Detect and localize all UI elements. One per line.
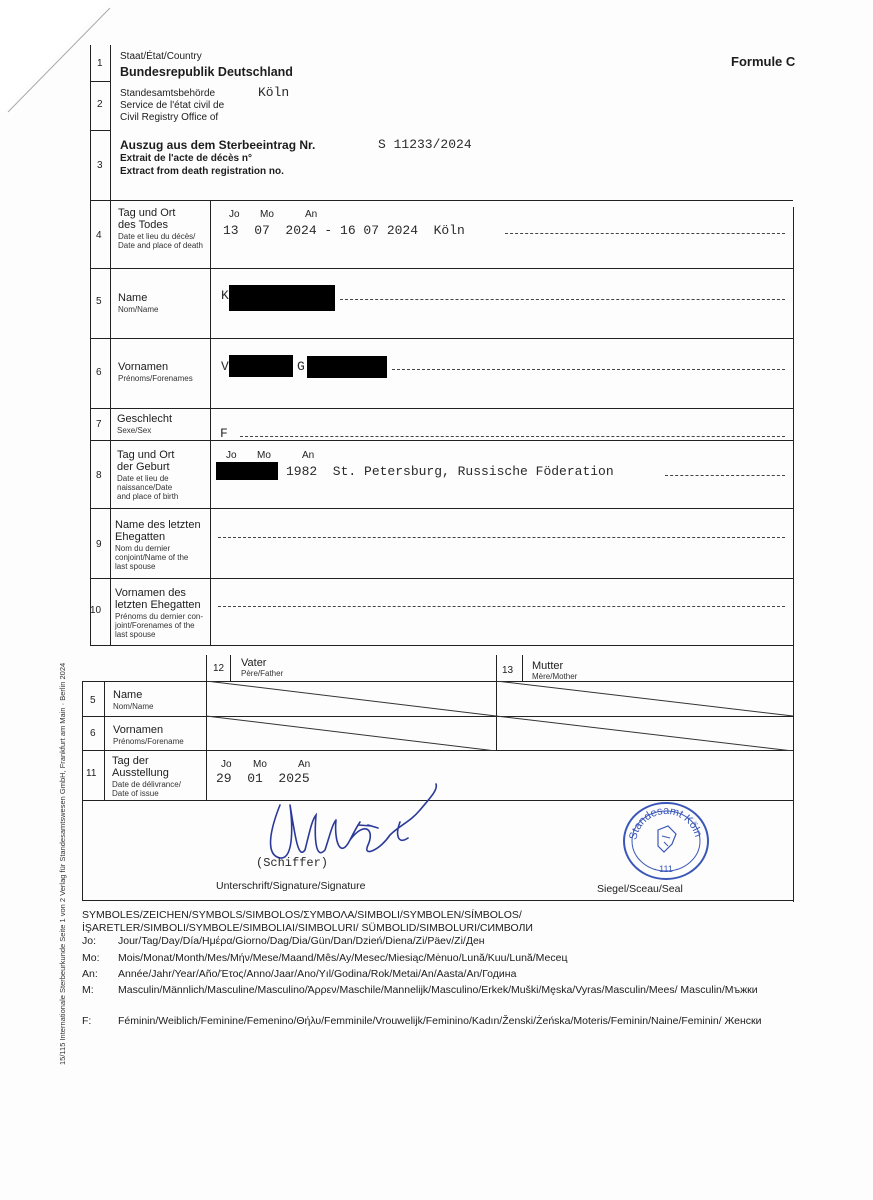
spouse-name-label-line2: Ehegatten xyxy=(115,531,166,543)
parent-name-sub: Nom/Name xyxy=(113,702,154,711)
office-value: Köln xyxy=(258,85,290,100)
date-header-an: An xyxy=(298,759,311,770)
legend-text: Masculin/Männlich/Masculine/Masculino/Άρρεν/Maschile/Mannelijk/Masculino/Erkek/Muški/Męska/Vyras/Masculin/Mees/ Masculin/Мъжки xyxy=(118,984,758,996)
legend-jo xyxy=(82,935,862,949)
spouse-forenames-sub-line3: last spouse xyxy=(115,630,156,639)
spouse-name-label-line1: Name des letzten xyxy=(115,519,201,531)
legend-text: Féminin/Weiblich/Feminine/Femenino/Θήλυ/Femminile/Vrouwelijk/Feminino/Kadın/Ženski/Żeńska/Moteris/Feminin/Naine/Feminin/ Женски xyxy=(118,1015,762,1027)
date-header-an: An xyxy=(305,209,318,220)
official-seal xyxy=(620,800,712,882)
mother-label: Mutter xyxy=(532,660,564,672)
legend-key: Jo: xyxy=(82,935,97,947)
date-header-mo: Mo xyxy=(260,209,274,220)
birth-sub-line2: naissance/Date xyxy=(117,483,173,492)
seal-label: Siegel/Sceau/Seal xyxy=(597,883,683,895)
row-number-5: 5 xyxy=(96,296,102,307)
birth-sub-line3: and place of birth xyxy=(117,492,179,501)
issue-sub-line1: Date de délivrance/ xyxy=(112,780,181,789)
extract-label-en: Extract from death registration no. xyxy=(120,166,284,177)
date-header-jo: Jo xyxy=(226,450,237,461)
spouse-forenames-label-line2: letzten Ehegatten xyxy=(115,599,201,611)
row-number-10: 10 xyxy=(90,605,102,616)
date-header-jo: Jo xyxy=(221,759,232,770)
legend-text: Jour/Tag/Day/Día/Ημέρα/Giorno/Dag/Dia/Gün/Dan/Dzień/Diena/Zi/Päev/Zi/Ден xyxy=(118,935,485,947)
signer-name: (Schiffer) xyxy=(256,856,329,870)
issue-sub-line2: Date of issue xyxy=(112,789,159,798)
death-sub-line1: Date et lieu du décès/ xyxy=(118,232,196,241)
issue-value: 29 01 2025 xyxy=(216,771,310,786)
signature-label: Unterschrift/Signature/Signature xyxy=(216,880,366,892)
row-number-3: 3 xyxy=(97,160,103,171)
formula-label: Formule C xyxy=(731,54,796,69)
legend-text: Mois/Monat/Month/Mes/Μήν/Mese/Maand/Mês/Ay/Mesec/Miesiąc/Mėnuo/Lună/Kuu/Lună/Месец xyxy=(118,952,568,964)
legend-key: An: xyxy=(82,968,98,980)
birth-label-line1: Tag und Ort xyxy=(117,449,175,461)
extract-number: S 11233/2024 xyxy=(378,137,472,152)
issue-label-line1: Tag der xyxy=(112,755,149,767)
spouse-forenames-sub-line2: joint/Forenames of the xyxy=(115,621,195,630)
row-number-12: 12 xyxy=(213,663,225,674)
row-number-13: 13 xyxy=(502,665,514,676)
sex-value: F xyxy=(220,426,228,441)
birth-value: 1982 St. Petersburg, Russische Föderation xyxy=(286,464,614,479)
symbols-title: SYMBOLES/ZEICHEN/SYMBOLS/SIMBOLOS/ΣΥΜΒΟΛΑ/SIMBOLI/SYMBOLEN/SÍMBOLOS/İŞARETLER/SIMBOLI/SYMBOLE/SIMBOLIAI/SIMBOLURI/ SÜMBOLID/SIMBOLURI/СИМВОЛИ xyxy=(82,909,533,934)
name-label: Name xyxy=(118,292,148,304)
office-label-de: Standesamtsbehörde xyxy=(120,88,216,99)
forenames-sub: Prénoms/Forenames xyxy=(118,374,193,383)
legend-text: Année/Jahr/Year/Año/Έτος/Anno/Jaar/Ano/Yıl/Godina/Rok/Metai/An/Aasta/An/Година xyxy=(118,968,517,980)
forename-initial-2: G xyxy=(297,359,305,374)
frame-line xyxy=(793,207,794,902)
name-initial: K xyxy=(221,288,229,303)
date-header-mo: Mo xyxy=(257,450,271,461)
seal-text: Standesamt Köln xyxy=(627,804,705,841)
office-label-fr: Service de l'état civil de xyxy=(120,100,225,111)
legend-key: Mo: xyxy=(82,952,100,964)
empty-cell-strike xyxy=(206,681,793,751)
spouse-forenames-label-line1: Vornamen des xyxy=(115,587,186,599)
fill-dashes xyxy=(218,537,785,538)
state-value: Bundesrepublik Deutschland xyxy=(120,65,293,79)
publisher-imprint: 15/115 Internationale Sterbeurkunde Seite 1 von 2 Verlag für Standesamtswesen GmbH, Frankfurt am Main · Berlin 2024 xyxy=(58,662,67,1065)
death-label-line2: des Todes xyxy=(118,219,168,231)
frame-line xyxy=(110,45,111,645)
date-header-jo: Jo xyxy=(229,209,240,220)
redaction-bar xyxy=(229,285,335,311)
forenames-label: Vornamen xyxy=(118,361,169,373)
parent-forenames-sub: Prénoms/Forename xyxy=(113,737,184,746)
row-number-6b: 6 xyxy=(90,728,96,739)
parent-name-label: Name xyxy=(113,689,143,701)
legend-key: M: xyxy=(82,984,94,996)
death-label-line1: Tag und Ort xyxy=(118,207,176,219)
sex-sub: Sexe/Sex xyxy=(117,426,152,435)
state-label: Staat/État/Country xyxy=(120,51,202,62)
row-number-5b: 5 xyxy=(90,695,96,706)
issue-label-line2: Ausstellung xyxy=(112,767,169,779)
extract-label-de: Auszug aus dem Sterbeeintrag Nr. xyxy=(120,138,316,152)
spouse-forenames-sub-line1: Prénoms du dernier con- xyxy=(115,612,204,621)
name-sub: Nom/Name xyxy=(118,305,159,314)
redaction-bar xyxy=(307,356,387,378)
legend-an xyxy=(82,968,862,982)
parent-forenames-label: Vornamen xyxy=(113,724,164,736)
row-number-9: 9 xyxy=(96,539,102,550)
row-number-2: 2 xyxy=(97,99,103,110)
spouse-name-sub-line2: conjoint/Name of the xyxy=(115,553,189,562)
date-header-an: An xyxy=(302,450,315,461)
row-number-4: 4 xyxy=(96,230,102,241)
fill-dashes xyxy=(665,475,785,476)
row-number-11: 11 xyxy=(86,768,97,779)
birth-sub-line1: Date et lieu de xyxy=(117,474,169,483)
row-number-7: 7 xyxy=(96,419,102,430)
row-number-8: 8 xyxy=(96,470,102,481)
father-label: Vater xyxy=(241,657,267,669)
legend-key: F: xyxy=(82,1015,92,1027)
death-sub-line2: Date and place of death xyxy=(118,241,203,250)
mother-sub: Mère/Mother xyxy=(532,672,578,681)
date-header-mo: Mo xyxy=(253,759,267,770)
fill-dashes xyxy=(505,233,785,234)
row-number-6: 6 xyxy=(96,367,102,378)
spouse-name-sub-line3: last spouse xyxy=(115,562,156,571)
fill-dashes xyxy=(218,606,785,607)
legend-mo xyxy=(82,952,862,966)
forename-initial-1: V xyxy=(221,359,229,374)
fill-dashes xyxy=(392,369,785,370)
legend-m xyxy=(82,984,862,1012)
redaction-bar xyxy=(229,355,293,377)
frame-line xyxy=(90,45,91,645)
extract-label-fr: Extrait de l'acte de décès n° xyxy=(120,153,252,164)
death-value: 13 07 2024 - 16 07 2024 Köln xyxy=(223,223,465,238)
fill-dashes xyxy=(340,299,785,300)
redaction-bar xyxy=(216,462,278,480)
spouse-name-sub-line1: Nom du dernier xyxy=(115,544,171,553)
seal-number: - 111 - xyxy=(653,864,679,874)
birth-label-line2: der Geburt xyxy=(117,461,170,473)
sex-label: Geschlecht xyxy=(117,413,173,425)
legend-f xyxy=(82,1015,862,1043)
father-sub: Père/Father xyxy=(241,669,284,678)
fill-dashes xyxy=(240,436,785,437)
office-label-en: Civil Registry Office of xyxy=(120,112,219,123)
row-number-1: 1 xyxy=(97,58,103,69)
